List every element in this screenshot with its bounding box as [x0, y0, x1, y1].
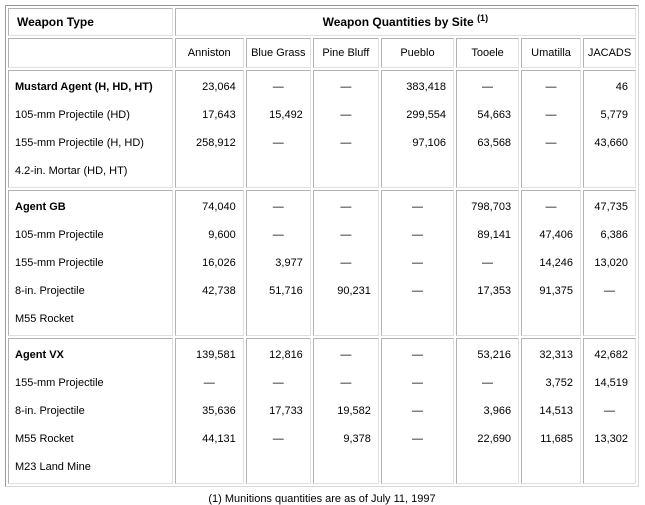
quantity-value: 53,216: [477, 349, 512, 361]
table-title: [175, 8, 636, 36]
quantity-value: [247, 157, 310, 185]
quantity-value: 17,733: [269, 405, 303, 417]
site-header-blue-grass: Blue Grass: [246, 38, 311, 68]
quantity-value: [247, 453, 310, 481]
weapon-row-label: 8-in. Projectile: [15, 285, 85, 297]
weapon-row-label: 8-in. Projectile: [15, 405, 85, 417]
quantity-value: —: [272, 433, 284, 445]
quantity-value: 47,735: [594, 201, 628, 213]
quantity-value: —: [545, 81, 557, 93]
quantity-value: —: [604, 405, 616, 417]
site-values-cell: [521, 338, 581, 484]
quantity-value: 89,141: [477, 229, 512, 241]
site-header-umatilla: Umatilla: [521, 38, 581, 68]
quantity-value: —: [272, 377, 284, 389]
site-values-cell: [381, 338, 454, 484]
quantity-value: [314, 305, 378, 333]
quantity-value: 23,064: [202, 81, 236, 93]
site-header-tooele: Tooele: [456, 38, 519, 68]
site-values-cell: [583, 338, 636, 484]
site-values-cell: [456, 338, 519, 484]
quantity-value: —: [411, 377, 423, 389]
quantity-value: [584, 453, 635, 481]
quantity-value: [314, 453, 378, 481]
quantity-value: 43,660: [594, 137, 628, 149]
weapon-group-row-mustard: [8, 70, 636, 188]
weapon-row-label: M55 Rocket: [15, 313, 74, 325]
site-values-cell: [246, 70, 311, 188]
quantity-value: 97,106: [412, 137, 447, 149]
quantity-value: —: [411, 349, 423, 361]
quantity-value: 14,246: [539, 257, 574, 269]
site-values-cell: [521, 190, 581, 336]
quantity-value: 35,636: [202, 405, 236, 417]
quantity-value: [176, 157, 243, 185]
footnote: (1) Munitions quantities are as of July 11, 1997: [208, 493, 436, 505]
weapon-group-row-agent-gb: [8, 190, 636, 336]
quantity-value: 32,313: [539, 349, 574, 361]
quantity-value: —: [482, 377, 494, 389]
quantity-value: 3,977: [275, 257, 303, 269]
quantity-value: 54,663: [477, 109, 512, 121]
weapon-row-label: 4.2-in. Mortar (HD, HT): [15, 165, 128, 177]
quantity-value: —: [340, 229, 352, 241]
quantity-value: —: [340, 109, 352, 121]
quantity-value: —: [272, 201, 284, 213]
header-row-title: [8, 8, 636, 36]
quantity-value: 15,492: [269, 109, 303, 121]
quantity-value: 91,375: [539, 285, 574, 297]
weapon-row-label: 105-mm Projectile (HD): [15, 109, 130, 121]
quantity-value: —: [340, 349, 352, 361]
quantity-value: 13,302: [594, 433, 628, 445]
quantity-value: [584, 305, 635, 333]
weapon-row-label: 155-mm Projectile: [15, 377, 104, 389]
footnote-reference: (1): [477, 13, 489, 23]
weapon-row-label: 155-mm Projectile: [15, 257, 104, 269]
site-values-cell: [583, 190, 636, 336]
quantity-value: 17,643: [202, 109, 236, 121]
quantity-value: [382, 453, 453, 481]
quantity-value: [247, 305, 310, 333]
quantity-value: 14,513: [539, 405, 574, 417]
site-values-cell: [313, 338, 379, 484]
quantity-value: 22,690: [477, 433, 512, 445]
group-labels-cell: [8, 70, 173, 188]
quantity-value: 299,554: [406, 109, 447, 121]
quantity-value: [522, 453, 580, 481]
quantity-value: [382, 305, 453, 333]
quantity-value: 9,600: [208, 229, 236, 241]
quantity-value: [522, 157, 580, 185]
quantity-value: [522, 305, 580, 333]
quantity-value: 63,568: [477, 137, 512, 149]
quantity-value: —: [340, 137, 352, 149]
quantity-value: —: [411, 257, 423, 269]
quantity-value: —: [545, 109, 557, 121]
site-values-cell: [246, 190, 311, 336]
site-header-jacads: JACADS: [583, 38, 636, 68]
quantity-value: —: [411, 285, 423, 297]
site-header-pueblo: Pueblo: [381, 38, 454, 68]
quantity-value: 46: [615, 81, 628, 93]
weapon-row-label: M23 Land Mine: [15, 461, 91, 473]
quantity-value: —: [272, 229, 284, 241]
quantity-value: —: [340, 201, 352, 213]
quantity-value: 14,519: [594, 377, 628, 389]
quantity-value: 9,378: [343, 433, 371, 445]
quantity-value: 12,816: [269, 349, 303, 361]
quantity-value: —: [545, 201, 557, 213]
quantity-value: 11,685: [540, 433, 574, 445]
quantity-value: [584, 157, 635, 185]
site-values-cell: [246, 338, 311, 484]
site-values-cell: [175, 190, 244, 336]
site-values-cell: [313, 190, 379, 336]
quantity-value: 6,386: [600, 229, 628, 241]
quantity-value: 3,752: [545, 377, 574, 389]
group-title: Agent GB: [15, 201, 66, 213]
quantity-value: 13,020: [594, 257, 628, 269]
site-values-cell: [175, 70, 244, 188]
quantity-value: —: [411, 229, 423, 241]
group-labels-cell: [8, 190, 173, 336]
quantity-value: [314, 157, 378, 185]
quantity-value: 139,581: [196, 349, 236, 361]
quantity-value: —: [411, 201, 423, 213]
quantity-value: 383,418: [406, 81, 447, 93]
quantity-value: —: [272, 81, 284, 93]
quantity-value: [457, 157, 518, 185]
quantity-value: 17,353: [477, 285, 512, 297]
quantity-value: —: [203, 377, 215, 389]
quantity-value: 90,231: [337, 285, 371, 297]
quantity-value: 42,738: [202, 285, 236, 297]
quantity-value: 42,682: [594, 349, 628, 361]
site-values-cell: [175, 338, 244, 484]
weapon-type-header: Weapon Type: [8, 8, 173, 36]
site-values-cell: [456, 190, 519, 336]
quantity-value: —: [272, 137, 284, 149]
site-values-cell: [313, 70, 379, 188]
corner-spacer-cell: [8, 38, 173, 68]
site-values-cell: [521, 70, 581, 188]
quantity-value: —: [411, 433, 423, 445]
quantity-value: —: [604, 285, 616, 297]
quantity-value: 44,131: [202, 433, 236, 445]
quantity-value: 16,026: [202, 257, 236, 269]
quantity-value: —: [411, 405, 423, 417]
site-values-cell: [583, 70, 636, 188]
quantity-value: 5,779: [600, 109, 628, 121]
quantity-value: 798,703: [471, 201, 512, 213]
weapon-row-label: 105-mm Projectile: [15, 229, 104, 241]
quantity-value: 19,582: [337, 405, 371, 417]
quantity-value: 51,716: [269, 285, 303, 297]
quantity-value: —: [482, 81, 494, 93]
group-title: Agent VX: [15, 349, 64, 361]
quantity-value: 74,040: [202, 201, 236, 213]
site-header-anniston: Anniston: [175, 38, 244, 68]
table-title-text: Weapon Quantities by Site: [322, 15, 474, 29]
quantity-value: [457, 305, 518, 333]
site-header-pine-bluff: Pine Bluff: [313, 38, 379, 68]
quantity-value: [176, 305, 243, 333]
site-values-cell: [381, 190, 454, 336]
weapon-quantities-table: [5, 5, 639, 487]
quantity-value: [382, 157, 453, 185]
quantity-value: [457, 453, 518, 481]
group-title: Mustard Agent (H, HD, HT): [15, 81, 153, 93]
quantity-value: —: [340, 377, 352, 389]
header-row-sites: [8, 38, 636, 68]
site-values-cell: [381, 70, 454, 188]
quantity-value: —: [545, 137, 557, 149]
quantity-value: 47,406: [539, 229, 574, 241]
weapon-group-row-agent-vx: [8, 338, 636, 484]
quantity-value: 258,912: [196, 137, 236, 149]
weapon-row-label: M55 Rocket: [15, 433, 74, 445]
quantity-value: —: [340, 81, 352, 93]
quantity-value: —: [482, 257, 494, 269]
group-labels-cell: [8, 338, 173, 484]
quantity-value: —: [340, 257, 352, 269]
quantity-value: 3,966: [483, 405, 512, 417]
weapon-row-label: 155-mm Projectile (H, HD): [15, 137, 144, 149]
quantity-value: [176, 453, 243, 481]
site-values-cell: [456, 70, 519, 188]
